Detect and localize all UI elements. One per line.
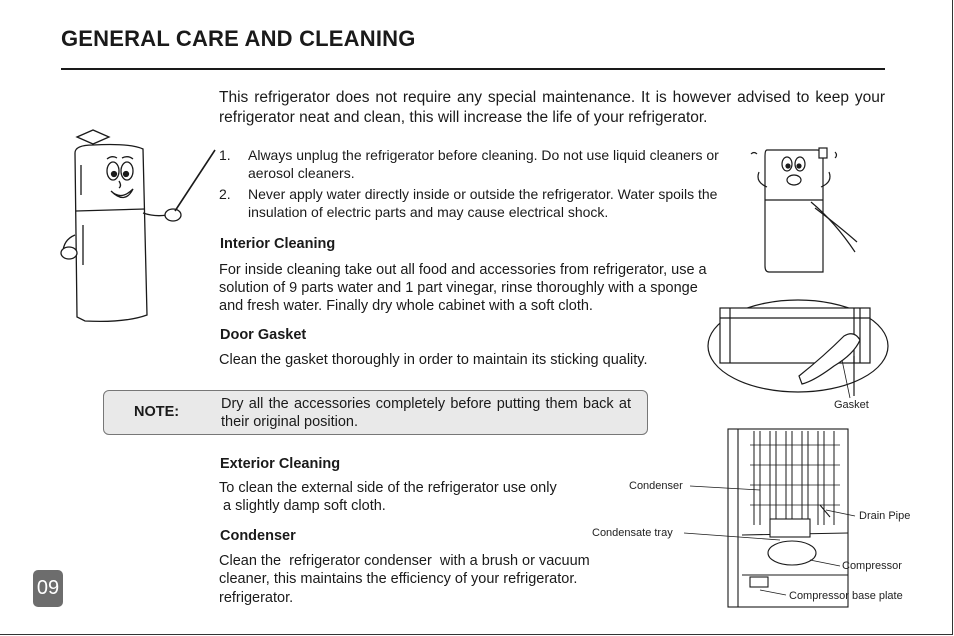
condenser-text-line1: Clean the refrigerator condenser with a brush or vacuum bbox=[219, 553, 590, 569]
list-item-number: 1. bbox=[219, 147, 231, 163]
page-title: GENERAL CARE AND CLEANING bbox=[61, 26, 416, 51]
drain-pipe-label: Drain Pipe bbox=[859, 510, 911, 522]
page-number-badge: 09 bbox=[33, 570, 63, 607]
gasket-label: Gasket bbox=[834, 399, 869, 411]
condensate-tray-label: Condensate tray bbox=[592, 527, 673, 539]
note-label: NOTE: bbox=[134, 404, 180, 420]
condenser-text-line3: refrigerator. bbox=[219, 590, 294, 606]
condenser-text-line2: cleaner, this maintains the efficiency of your refrigerator. bbox=[219, 571, 578, 587]
exterior-text-line1: To clean the external side of the refrigerator use only bbox=[219, 480, 557, 496]
condenser-label: Condenser bbox=[629, 480, 683, 492]
exterior-heading: Exterior Cleaning bbox=[220, 456, 341, 472]
exterior-text-line2: a slightly damp soft cloth. bbox=[219, 498, 386, 514]
list-item-number: 2. bbox=[219, 186, 231, 202]
condenser-heading: Condenser bbox=[220, 528, 296, 544]
interior-text: For inside cleaning take out all food and accessories from refrigerator, use a solution of 9 parts water and 1 part vinegar, rinse thoroughly with a sponge and fresh water. Finally dry whole cabinet with a soft cloth. bbox=[219, 262, 707, 314]
compressor-label: Compressor bbox=[842, 560, 902, 572]
note-text: Dry all the accessories completely before putting them back at their original position. bbox=[221, 396, 631, 430]
list-item-text: Always unplug the refrigerator before cleaning. Do not use liquid cleaners or aerosol cleaners. bbox=[248, 147, 719, 181]
list-item-text: Never apply water directly inside or outside the refrigerator. Water spoils the insulation of electric parts and may cause electrical shock. bbox=[248, 186, 718, 220]
interior-heading: Interior Cleaning bbox=[220, 236, 336, 252]
compressor-base-plate-label: Compressor base plate bbox=[789, 590, 903, 602]
intro-paragraph: This refrigerator does not require any special maintenance. It is however advised to keep your refrigerator neat and clean, this will increase the life of your refrigerator. bbox=[219, 89, 885, 126]
gasket-heading: Door Gasket bbox=[220, 327, 307, 343]
gasket-text: Clean the gasket thoroughly in order to maintain its sticking quality. bbox=[219, 352, 648, 368]
